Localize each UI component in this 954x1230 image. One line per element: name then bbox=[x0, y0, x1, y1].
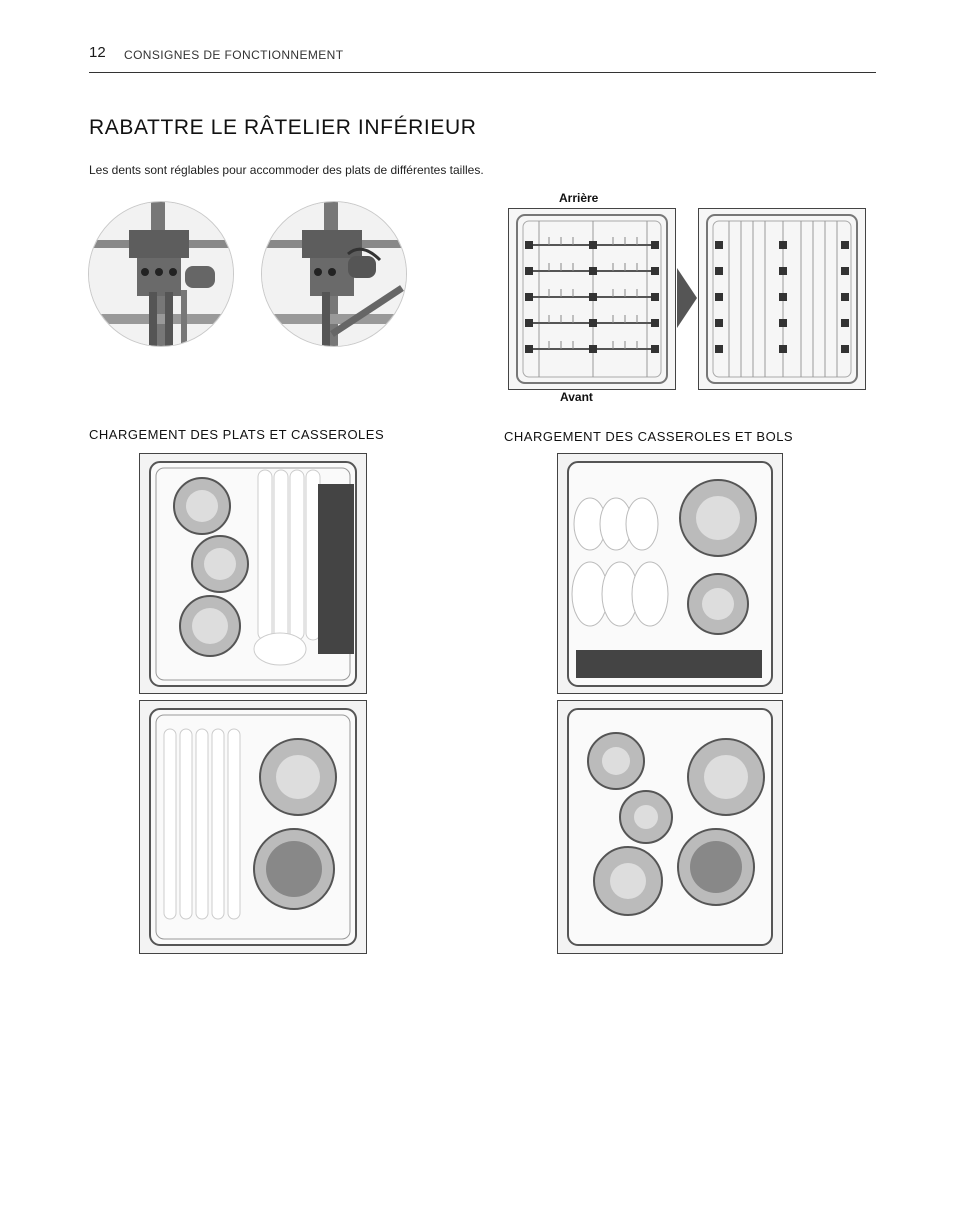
pots-loading-heading: CHARGEMENT DES CASSEROLES ET BOLS bbox=[504, 429, 794, 444]
tine-closeup-upright-image bbox=[88, 201, 234, 347]
rack-tines-folded-image bbox=[698, 208, 866, 390]
page-number: 12 bbox=[89, 44, 106, 61]
plates-and-pots-load-image bbox=[139, 453, 367, 694]
header-divider bbox=[89, 72, 876, 73]
page-title: RABATTRE LE RÂTELIER INFÉRIEUR bbox=[89, 116, 477, 139]
rack-tines-up-image bbox=[508, 208, 676, 390]
pots-and-bowls-load-image bbox=[557, 453, 783, 694]
rack-back-label: Arrière bbox=[559, 191, 599, 205]
transition-arrow-icon bbox=[677, 268, 697, 333]
rack-front-label: Avant bbox=[560, 390, 593, 404]
section-title: CONSIGNES DE FONCTIONNEMENT bbox=[124, 48, 344, 62]
multiple-pots-load-image bbox=[557, 700, 783, 954]
intro-text: Les dents sont réglables pour accommoder des plats de différentes tailles. bbox=[89, 163, 484, 177]
plates-loading-heading: CHARGEMENT DES PLATS ET CASSEROLES bbox=[89, 427, 385, 442]
tine-closeup-folded-image bbox=[261, 201, 407, 347]
plates-and-large-pots-load-image bbox=[139, 700, 367, 954]
